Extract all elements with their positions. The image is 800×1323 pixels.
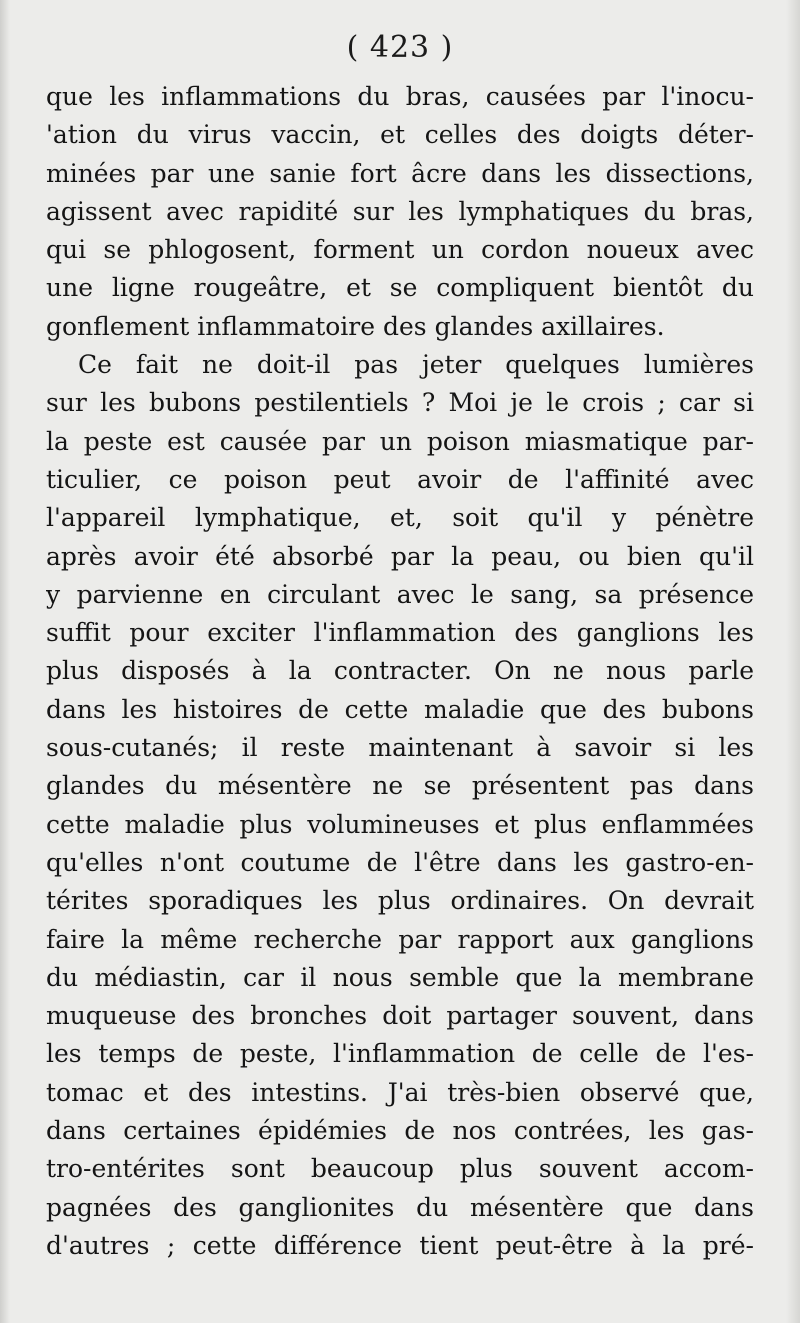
text-line: cette maladie plus volumineuses et plus enflammées: [46, 809, 754, 839]
text-line: après avoir été absorbé par la peau, ou bien qu'il: [46, 541, 754, 571]
text-line: sous-cutanés; il reste maintenant à savoir si les: [46, 733, 754, 763]
text-line: l'appareil lymphatique, et, soit qu'il y pénètre: [46, 503, 754, 533]
text-line: une ligne rougeâtre, et se compliquent bientôt du: [46, 273, 754, 303]
text-line: tro-entérites sont beaucoup plus souvent accom-: [46, 1154, 754, 1184]
text-line: dans les histoires de cette maladie que des bubons: [46, 694, 754, 724]
text-line: gonflement inflammatoire des glandes axillaires.: [46, 311, 665, 341]
text-line: les temps de peste, l'inflammation de celle de l'es-: [46, 1039, 754, 1069]
text-line: dans certaines épidémies de nos contrées, les gas-: [46, 1116, 754, 1146]
text-line: térites sporadiques les plus ordinaires. On devrait: [46, 886, 754, 916]
body-text: [46, 78, 754, 1265]
text-line: suffit pour exciter l'inflammation des ganglions les: [46, 618, 754, 648]
text-line: y parvienne en circulant avec le sang, sa présence: [46, 579, 754, 609]
paragraph-start-line: Ce fait ne doit-il pas jeter quelques lumières: [78, 350, 754, 380]
text-line: du médiastin, car il nous semble que la membrane: [46, 962, 754, 992]
text-line: faire la même recherche par rapport aux ganglions: [46, 924, 754, 954]
text-line: qui se phlogosent, forment un cordon noueux avec: [46, 235, 754, 265]
text-line: glandes du mésentère ne se présentent pas dans: [46, 771, 754, 801]
text-line: d'autres ; cette différence tient peut-être à la pré-: [46, 1230, 754, 1260]
text-line: muqueuse des bronches doit partager souvent, dans: [46, 1001, 754, 1031]
text-line: ticulier, ce poison peut avoir de l'affinité avec: [46, 464, 754, 494]
text-line: sur les bubons pestilentiels ? Moi je le crois ; car si: [46, 388, 754, 418]
text-line: tomac et des intestins. J'ai très-bien observé que,: [46, 1077, 754, 1107]
text-line: 'ation du virus vaccin, et celles des doigts déter-: [46, 120, 754, 150]
page-number: ( 423 ): [346, 30, 454, 65]
text-line: qu'elles n'ont coutume de l'être dans les gastro-en-: [46, 847, 754, 877]
text-line: la peste est causée par un poison miasmatique par-: [46, 426, 754, 456]
text-line: agissent avec rapidité sur les lymphatiques du bras,: [46, 196, 754, 226]
text-line: pagnées des ganglionites du mésentère que dans: [46, 1192, 754, 1222]
text-line: plus disposés à la contracter. On ne nous parle: [46, 656, 754, 686]
text-line: que les inflammations du bras, causées par l'inocu-: [46, 82, 754, 111]
text-line: minées par une sanie fort âcre dans les dissections,: [46, 158, 754, 188]
